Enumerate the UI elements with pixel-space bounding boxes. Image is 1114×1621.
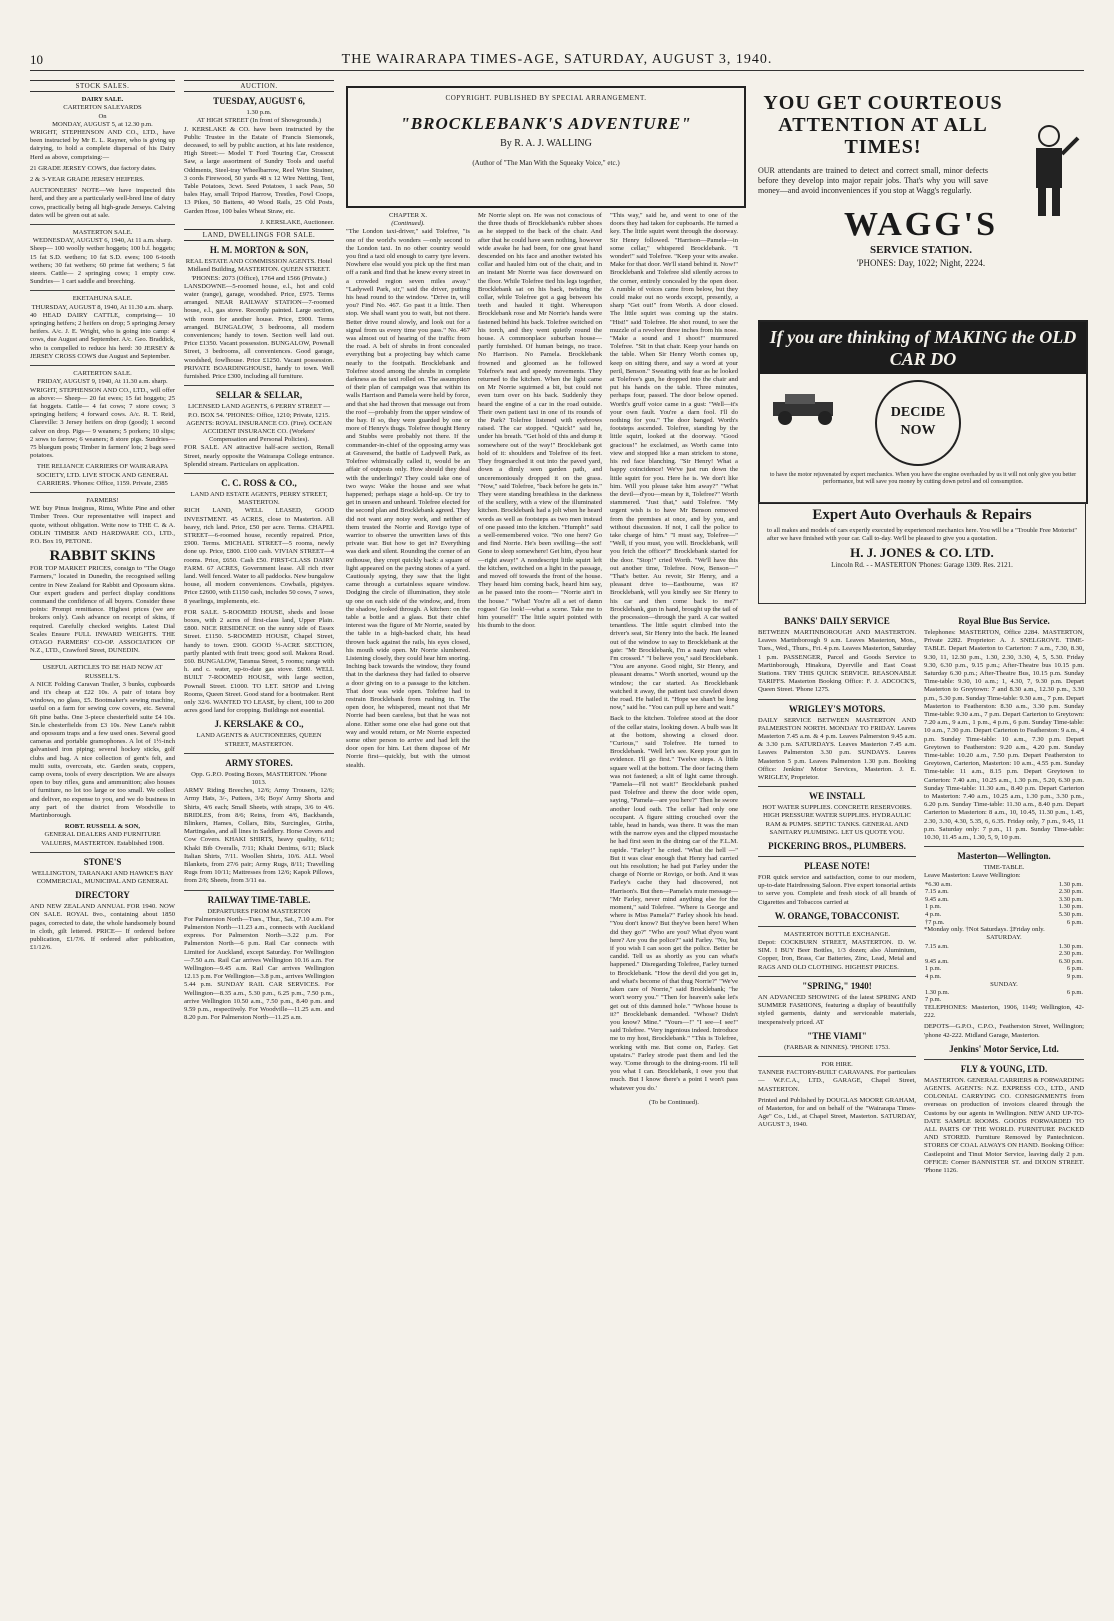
jenkins-signature: Jenkins' Motor Service, Ltd. [949, 1043, 1059, 1054]
dairy-sale-place: CARTERTON SALEYARDS [63, 104, 142, 112]
carterton-sale-date: FRIDAY, AUGUST 9, 1940, At 11.30 a.m. sharp. [37, 378, 168, 386]
install-heading: WE INSTALL [808, 791, 866, 802]
printer-imprint: Printed and Published by DOUGLAS MOORE GRAHAM, of Masterton, for and on behalf of the "Wairarapa Times-Age" Co., Ltd., at Chapel Street, Masterton. SATURDAY, AUGUST 3, 1940. [758, 1096, 916, 1129]
farmers-heading: FARMERS! [86, 496, 119, 504]
viami-subtitle: (FARBAR & NINNES). 'PHONE 1753. [784, 1043, 890, 1051]
timetable-row [924, 996, 1084, 1004]
auction-signature: J. KERSLAKE, Auctioneer. [260, 218, 334, 226]
chapter-heading: CHAPTER X. [388, 212, 428, 219]
carterton-sale-body: WRIGHT, STEPHENSON AND CO., LTD., will offer as above:— Sheep— 20 fat ewes; 15 fat hoggets; 25 fat hoggets. Cattle— 4 fat cows; 7 store cows; 3 springing heifers; 4 forward cows. A/c. R. T. Reid, Clareville: 3 Jersey heifers on drop (good); 1 second calver on drop. Pigs— 9 weaners; 5 porkers; 10 slips; 2 sows to farrow; 6 weaners; 8 store pigs. Sundries— 75 bluegum posts; Timber in farmers' lots; 2 bags seed potatoes. [30, 386, 175, 460]
jones-company: H. J. JONES & CO. LTD. [850, 545, 994, 561]
royal-blue-heading: Royal Blue Bus Service. [958, 616, 1050, 626]
timetable-row-cell: *6.30 a.m. [925, 880, 952, 888]
divider [184, 890, 334, 891]
morton-subtitle: REAL ESTATE AND COMMISSION AGENTS. Hotel Midland Building, MASTERTON. QUEEN STREET. 'PHONES: 2073 (Office), 1764 and 1566 (Private.) [185, 258, 333, 282]
timetable-row-cell: 4 p.m. [925, 911, 942, 919]
timetable-row-cell: 2.30 p.m. [1058, 888, 1083, 896]
depots: DEPOTS—G.P.O., C.P.O., Featherston Street, Wellington; 'phone 42-222. Midland Garage, Masterton. [924, 1023, 1084, 1039]
divider [758, 856, 916, 857]
divider [184, 753, 334, 754]
timetable-row-cell: 9.45 a.m. [925, 895, 949, 903]
ross-heading: C. C. ROSS & CO., [221, 477, 297, 488]
masterton-sale-date: WEDNESDAY, AUGUST 6, 1940, At 11 a.m. sharp. [32, 237, 173, 245]
sellar-body: FOR SALE. AN attractive half-acre section, Renall Street, nearly opposite the Wairarapa College entrance. Splendid stream. Particulars on application. [184, 444, 334, 468]
railway-heading: RAILWAY TIME-TABLE. [207, 894, 311, 905]
rabbit-skins-body: FOR TOP MARKET PRICES, consign to "The Otago Farmers," located in Dunedin, the recognised selling centre in New Zealand for Rabbit and Opossum skins. Our expert graders and perfect display conditions command the confidence of all buyers. Consider these points: Prompt remittance. Highest prices (we are brokers only). Cash advance on receipt of skins, if required. Carefully checked weights. Latest Dial Scales Ensure FULL INWARD WEIGHTS. THE OTAGO FARMERS' CO-OP. ASSOCIATION OF N.Z., LTD., Crawford Street, DUNEDIN. [30, 565, 175, 655]
timetable-row-cell: 9.45 a.m. [925, 957, 949, 965]
masthead [30, 50, 1084, 71]
army-stores-heading: ARMY STORES. [225, 757, 293, 768]
ross-body-2: FOR SALE. 5-ROOMED HOUSE, sheds and loose boxes, with 2 acres of first-class land, Upper Plain. £800. NICE RESIDENCE on the sunny side of Essex Street. £1150. 5-ROOMED HOUSE, Chapel Street, handy to town. £900. GOOD ½-ACRE SECTION, partly planted with fruit trees; good soil. Makora Road. £60. BUNGALOW, Taranua Street, 5 rooms; range with h. and c. water, up-to-date gas stove. £800. WELL BUILT 7-ROOMED HOUSE, with large section, Pownall Street. £1000. TO LET. SHOP and Living Rooms, Queen Street. Good stand for a bootmaker. Rent only 32/6. WANTED TO LEASE, by client, 100 to 200 acres good land for cropping. Buildings not essential. [184, 608, 334, 715]
wrigley-heading: WRIGLEY'S MOTORS. [788, 703, 886, 714]
timetable-row-cell: 7.15 a.m. [925, 942, 949, 950]
pickering-signature: PICKERING BROS., PLUMBERS. [768, 841, 906, 852]
story-text-2: Mr Norrie slept on. He was not conscious of the three thuds of Brocklebank's rubber shoes as he stepped to the back of the chair. And after that he could have seen nothing, however wide awake he had been, for one great hand descended on his face and another twisted his collar and hauled him out of the chair, and in an instant Mr Norrie was face downward on the floor. While Tolefree tied his legs together, Brocklebank sat on his back, twisting the collar, while Tolefree got a gag between his teeth and hauled it tight. Whereupon Brocklebank rose and Mr Norrie's hands were fastened behind his back. Tolefree switched on his torch, and they went quietly round the house. A commonplace suburban house—partly furnished. Of human beings, no trace. No Harrison. No Pamela. Brocklebank frowned and gloomed as he followed Tolefree's neat and speedy movements. They returned to the kitchen. When the light came on Mr Norrie squirmed a bit, but could not even turn over on his back. Suddenly they heard the engine of a car in the road outside. Their own patient taxi in one of its rounds of the Park? Tolefree listened with eyebrows raised. The car stopped. "Quick!" said he, under his breath. "Get hold of this and dump it somewhere out of the way!" Brocklebank got hold of it: shoulders and Tolefree of its feet. They frogmarched it out into the paved yard, down a dimly seen garden path, and unceremoniously dropped it on the grass. "Now," said Tolefree, "back before he gets in." They were standing breathless in the darkness of the scullery, with a view of the illuminated kitchen. Brocklebank had a jolt when he heard words as well as footsteps as two men instead of one passed into the kitchen. "Humph!" said a well-remembered voice. "No one here? Go and find Norrie. He's been swilling—the sot! Gone to sleep somewhere! Get him, d'you hear—right away!" A nondescript little squirt left the kitchen, switched on a light in the passage, and moved off towards the front of the house. They heard him coming back, heard him say, as he passed into the room— "Norrie ain't in the house." "What! You're all a set of damn rogues! Go look!—what a scene. Take me to him yourself!" The little squirt pointed with his thumb to the door. [478, 212, 602, 630]
russell-signature: ROBT. RUSSELL & SON, [64, 823, 141, 831]
army-stores-body: ARMY Riding Breeches, 12/6; Army Trousers, 12/6; Army Hats, 3/-, Puttees, 3/6; Boys' Army Shorts and Shirts, 4/6 each; Small Sheets, with straps, 3/6 to 4/6. BRIDLES, from 8/6; Reins, from 4/6, Backbands, Blinkers, Hames, Collars, Bits, Surcingles, Girths, Martingales, and all lines in Saddlery. Horse Covers and Cow Covers. KHAKI SHIRTS, heavy quality, 6/11; Khaki Bib Overalls, 7/11; Khaki Denims, 6/11; Black Italian Shirts, 7/11. Woollen Shirts, 10/6. ALL Wool Blankets, from 27/6 pair; Army Rugs, 8/11; Travelling Rugs from 10/11; Mattresses from 12/6; Kapok Pillows, from 2/6; Sheets, from 3/11 ea. [184, 787, 334, 885]
divider [758, 699, 916, 700]
auction-time: 1.30 p.m. [246, 109, 272, 117]
kerslake-signature: J. KERSLAKE & CO., [214, 719, 304, 730]
saturday-heading: SATURDAY. [986, 934, 1022, 942]
timetable-row-cell: 7 p.m. [925, 996, 942, 1004]
divider [184, 473, 334, 474]
please-note-heading: PLEASE NOTE! [804, 861, 870, 872]
serial-copyright: COPYRIGHT. PUBLISHED BY SPECIAL ARRANGEMENT. [445, 94, 647, 102]
timetable-row-cell: 1 p.m. [925, 965, 942, 973]
wagg-body: OUR attendants are trained to detect and correct small, minor defects before they develop into major repair jobs. That's why you will save money—and avoid inconveniences if you stop at Wagg's regularly. [758, 166, 988, 195]
masterton-sale-heading: MASTERTON SALE. [72, 229, 133, 237]
bottle-exchange-body: Depot: COCKBURN STREET, MASTERTON. D. W. SIM. I BUY Beer Bottles, 1/3 dozen; also Aluminium, Copper, Iron, Brass, Car Batteries, Zinc, Lead, Metal and RAGS AND OLD CLOTHING. HIGHEST PRICES. [758, 939, 916, 971]
reliance-carriers-ad: THE RELIANCE CARRIERS OF WAIRARAPA SOCIETY, LTD. LIVE STOCK AND GENERAL CARRIERS. 'Phones: Office, 1159. Private, 2385 [36, 463, 169, 487]
wagg-headline: YOU GET COURTEOUS ATTENTION AT ALL TIMES! [763, 92, 1003, 158]
divider [758, 976, 916, 977]
royal-blue-body: Telephones: MASTERTON, Office 2284. MASTERTON, Private 2282. Proprietor: A. J. SNELGROVE. TIME-TABLE. Depart Masterton to Carterton: 7 a.m., 7.30, 8.30, 9.30, 11, 12.30 p.m., 1.30, 2.30, 3.30, 4, 5, 5.30. Friday 9.30, 6.30 p.m., 9.15 p.m.; After-Theatre bus 10.15 p.m. Saturday 6.30 p.m.; After-Theatre Bus, 10.15 p.m. Sunday Time-table: 9.30, 10 a.m.; 1, 4.30, 7, 9.30 p.m. Depart Masterton to Greytown: 7 and 8.30 a.m., 12.30 p.m., 3.30 p.m., 5.30 p.m. Sunday Time-table: 9.30 a.m., 7 p.m. Depart Masterton to Featherston: 8.30 a.m., 3.30 p.m. Sunday Time-table: 9.30 a.m., 7 p.m. Depart Carterton to Greytown: 7.20 a.m., 9 a.m., 1 p.m., 4 p.m., 6 p.m. Sunday Time-table: 10 a.m., 7.30 p.m. Depart Carterton to Featherston: 9 a.m., 4 p.m. Sunday Time-table: 10 a.m., 7.30 p.m. Depart Greytown to Featherston: 9.20 a.m., 4.20 p.m. Sunday Time-table: 10.20 a.m., 7.50 p.m. Depart Featherston to Greytown, Carterton, Masterton: 10 a.m., 4.55 p.m. Sunday Time-table: 11 a.m., 8.15 p.m. Depart Greytown to Carterton: 7.40 a.m., 10.25 a.m., 1.30 p.m., 5.20, 6.30 p.m. Sunday Time-table: 11.30 a.m., 8.40 p.m. Depart Carterton to Masterton: 7.40 a.m., 10.25 a.m., 1.30 p.m., 3.30 p.m., 6.20 p.m. Sunday Time-table: 11.30 a.m., 8.40 p.m. Depart Carterton to Masterton: 8 a.m., 10, 10.45, 11.30 p.m., 1.45, 2.30, 3.30, 4.30, 5.35, 6, 6.35. Friday only, 7 p.m., 9.45, 11 p.m. Saturday only: 7 p.m., 11 p.m. Sunday Time-table: 10.30, 11.45 a.m., 1.30, 5, 9, 10 p.m. [924, 629, 1084, 842]
divider [184, 385, 334, 386]
ross-subtitle: LAND AND ESTATE AGENTS, PERRY STREET, MASTERTON. [190, 490, 328, 507]
story-text-3: "This way," said he, and went to one of the doors they had taken for cupboards. He turned a key. The little squirt went through the doorway. Sir Henry followed. "Harrison—Pamela—in some cellar," whispered Brocklebank. "I wonder!" said Tolefree. "Keep your wits awake. Make for that door. We'll stand behind it. Now!" Brocklebank and Tolefree slid silently across to the corner, entirely concealed by the open door. A rumble of voices came from below, but they could make out no words except, presently, a sharp "Get out!" from Worth. A door closed. The little squirt was coming up the stairs. "Hist!" said Tolefree. He shot round, to see the muzzle of a revolver three inches from his nose. "Make a sound and I shoot!" murmured Tolefree. "Sit in that chair. Keep your hands on the table. When Sir Henry Worth comes up, keep on sitting there, and say a word at your peril, Benson." Sweating with fear as he looked at Tolefree's gun, he dropped into the chair and put his hands on the table. Three minutes, perhaps four, passed. The door below opened. Worth's gruff voice came in a gust: "Well—it's your own fault. You're a darn fool. I'll do nothing for you." The door banged. Worth's footsteps ascended. Tolefree, standing by the little squirt, looked at the doorway. "Good gracious!" he exclaimed, as Worth came into view and stopped like a man stricken to stone, his red face blanching. "Sir Henry! What a happy coincidence! We've just run down the little squirt for you. Here he is. We don't like him. Will you please take him away?" "What the devil—d'you—mean by it, Tolefree?" Worth stammered. "Just that," said Tolefree. "My urgent wish is to have Mr Benson removed from the premises at once, and by you, and without discussion. If not, I call the police to take charge of him." "I must say, Tolefree—" "Well, if you must, you will. Brocklebank, will you fetch the officer?" Brocklebank started for the door. "Stop!" cried Worth. "We'll have this out another time, Tolefree. Now, Benson—" "That's better. Au revoir, Sir Henry, and a pleasant drive to—Eastbourne, was it? Brocklebank, will you kindly see Sir Henry to his car and then come back to me?" Brocklebank, gun in hand, brought up the tail of the procession—through the yard. A car waited tenantless. The little squirt climbed into the driver's seat, Sir Henry into the back. He leaned out of the window to say to Brocklebank at the gate: "Mr Brocklebank, I'm a nasty man when I'm crossed." "I believe you," said Brocklebank. "You are anyone. Good night, Sir Henry, and pleasant dreams." Worth snorted, wound up the window; the car started. As Brocklebank watched it away, the patient taxi crawled down the road. He hailed it. "Hope we shan't be long now," said he. "You can pull up here and wait." [610, 212, 738, 712]
saturday-table [924, 943, 1084, 981]
stock-sales-column [30, 78, 175, 1608]
masterton-wellington-notes: *Monday only. †Not Saturdays. ‡Friday only. [924, 926, 1045, 934]
hire-heading: FOR HIRE. [821, 1060, 853, 1068]
story-text-1: "The London taxi-driver," said Tolefree, "is one of the world's wonders —only second to the London taxi. In no other country would you find a taxi old enough to carry tyre levers. Nowhere else would you pick up the first man off a rank and find that he knew every street in a crowded region seven miles away." "Ladywell Park, sir," said the driver, putting his head round to the window. "Drive in, will you? Find No. 467. Go past it a little. Then stop. We shall want you to wait, but not there. Better drive round slowly, and look out for a signal from us every time you pass." No. 467 was almost out of hearing of the traffic from the road. A belt of shrubs in front concealed everything but a projecting bay which came nearly to the footpath. Brocklebank and Tolefree stood among the shrubs in complete darkness as the taxi rolled on. The assumption of their plan of campaign was that within its walls Harrison and Pamela were held by force, and that she had thrown that message out from the roof —probably from the upper window of the bay. If so, they were guarded by one or more of Henry's thugs. Tolefree thought Henry and Stubbs were probably not there. If the commander-in-chief of the opposing army was at Gravesend, the battle of Ladywell Park, as Tolefree whimsically called it, would be an affair of outposts only. How should they deal with the underlings? They could take one of two ways: Wake the house and see what happened; perhaps stage a hold-up. Or try to get in unseen and unheard. Tolefree elected for the second plan and Brocklebank agreed. They did not want any noisy work, and neither of them trusted the Norrie and Rovigo type of warrior to observe the unwritten laws of this private war. But how to get in? Everything was dark and silent. Rounding the corner of an outhouse, they crept quickly back: a square of light appeared on the paving stones of a yard. Cautiously spying, they saw that the light came through a curtainless square window. Dodging the circle of illumination, they stole up one on each side of the window, and, from the shadow, looked through. A kitchen: on the table a bottle and a glass. But their chief interest was the figure of Mr Norrie, seated by the table in a high-backed chair, his head thrown back against the rails, his eyes closed, his mouth wide open. Mr Norrie slumbered. Listening closely, they could hear him snoring. Inching back towards the window, they found that in the darkness they had failed to observe a door giving on to a passage to the kitchen. That door was wide open. Tolefree had to restrain Brocklebank from rushing in. The open door, he whispered, meant not that Mr Norrie had been careless, but that he was not alone. Either some one else had gone out that way and would return, or Mr Norrie expected some other person to arrive and had left the door open for him. Let them dispose of Mr Norrie first—quickly, but with the utmost stealth. [346, 228, 470, 769]
timetable-row [924, 888, 1084, 896]
stones-subtitle: WELLINGTON, TARANAKI AND HAWKE'S BAY COMMERCIAL, MUNICIPAL AND GENERAL [31, 869, 174, 886]
timetable-row [924, 919, 1084, 927]
old-car-icon [765, 392, 855, 426]
morton-heading: H. M. MORTON & SON, [209, 245, 309, 256]
timetable-row-cell: 6.30 p.m. [1058, 957, 1083, 965]
timetable-row [924, 989, 1084, 997]
divider [30, 659, 175, 660]
divider [30, 365, 175, 366]
masterton-wellington-columns: Leave Masterton: Leave Wellington: [924, 872, 1021, 880]
divider [758, 1056, 916, 1057]
morton-body: LANSDOWNE—5-roomed house, e.l., hot and cold water (range), garage, woodshed. Price, £975. Terms arranged. NEAR RAILWAY STATION—7-roomed house, e.l., gas stove. Recently painted. Large section, with room for another house. Price, £900. Terms arranged. BUNGALOW, 3 bedrooms, all modern conveniences; handy to town. Section well laid out. Price £1350. Vacant possession. BUNGALOW, Pownall Street, 3 bedrooms, all conveniences. Good garage, woodshed, fowlhouse. Price £1250. Vacant possession. PRIVATE BOARDINGHOUSE, handy to town. Well furnished. Price £300, including all furniture. [184, 282, 334, 381]
timetable-row-cell: 1 p.m. [925, 903, 942, 911]
kerslake-subtitle: LAND AGENTS & AUCTIONEERS, QUEEN STREET, MASTERTON. [196, 732, 322, 748]
dairy-sale-body: WRIGHT, STEPHENSON AND CO., LTD., have been instructed by Mr E. L. Rayner, who is giving up dairying, to hold a complete dispersal of his Dairy Herd as above, comprising:— [30, 129, 175, 161]
wagg-subtitle: SERVICE STATION. [870, 244, 972, 256]
page-number: 10 [30, 52, 43, 67]
dairy-lot-1: 21 GRADE JERSEY COWS, due factory dates. [30, 164, 157, 172]
sunday-heading: SUNDAY. [990, 980, 1018, 988]
section-auction: AUCTION. [184, 80, 334, 92]
timetable-row-cell: 1.30 p.m. [1058, 880, 1083, 888]
railway-body: For Palmerston North—Tues., Thur., Sat., 7.10 a.m. For Palmerston North—11.23 a.m., connects with Auckland express. For Palmerston North—3.22 p.m. For Palmerston North—6 p.m. Rail Car connects with Limited for Auckland, except Saturday. For Wellington—7.50 a.m. Rail Car arrives Wellington 10.16 a.m. For Wellington—9.45 a.m. Rail Car arrives Wellington 12.13 p.m. For Wellington—3.8 p.m., arrives Wellington 5.44 p.m. SUNDAY RAIL CAR SERVICES. For Wellington—8.35 a.m., 5.30 p.m., 6.25 p.m., 7.50 p.m., arrive Wellington 10.50 a.m., 7.50 p.m., 8.40 p.m. and 9.59 p.m., respectively. For Woodville—11.25 a.m. and 8.20 p.m. For Palmerston North—11.25 a.m. [184, 915, 334, 1022]
bottle-exchange-heading: MASTERTON BOTTLE EXCHANGE. [783, 930, 891, 938]
sellar-heading: SELLAR & SELLAR, [215, 390, 303, 401]
railway-subtitle: DEPARTURES FROM MASTERTON [207, 907, 311, 915]
to-be-continued: (To be Continued). [649, 1098, 699, 1106]
auction-column [184, 78, 334, 1608]
jones-expert-heading: Expert Auto Overhauls & Repairs [812, 507, 1032, 523]
fly-young-body: MASTERTON. GENERAL CARRIERS & FORWARDING AGENTS. AGENTS: N.Z. EXPRESS CO., LTD., AND COLONIAL CARRYING CO. CONSIGNMENTS from overseas on production of invoices cleared through the Customs by our agents in Wellington. NEW AND UP-TO-DATE SAMPLE ROOMS. GOODS FORWARDED TO ALL PARTS OF THE WORLD. FURNITURE PACKED AND STORED. Furniture Removed by Pantechnicon. STORES OF COAL ALWAYS ON HAND. Booking Office: Castlepoint and Tinui Motor Service, leaving daily 2 p.m. OFFICE: Corner BANNISTER ST. and DIXON STREET. 'Phone 1126. [924, 1076, 1084, 1175]
eketahuna-sale-heading: EKETAHUNA SALE. [72, 295, 133, 303]
install-body: HOT WATER SUPPLIES. CONCRETE RESERVOIRS. HIGH PRESSURE WATER SUPPLIES. HYDRAULIC RAM & PUMPS. SEPTIC TANKS. GENERAL AND SANITARY PLUMBING. LET US QUOTE YOU. [762, 804, 912, 836]
wagg-service-ad [758, 92, 1084, 312]
jones-repairs-text: to all makes and models of cars expertly executed by experienced mechanics here. You will be a "Trouble Free Motorist" after we have finished with your car. Call to-day. We'll be pleased to give you a quotation. [767, 527, 1077, 542]
timetable-row-cell [924, 950, 1003, 958]
spring-body: AN ADVANCED SHOWING of the latest SPRING AND SUMMER FASHIONS, featuring a display of beautifully styled garments, dainty and serviceable materials, inexpensively priced. AT [758, 993, 916, 1026]
farmers-body: WE buy Pinus Insignus, Rimu, White Pine and other Timber Trees. Our representative will inspect and quote, without obligation. Write now to THE C. & A. ODLIN TIMBER AND HARDWARE CO., LTD., P.O. Box 19, PETONE. [30, 505, 175, 545]
timetable-row-cell: 3.30 p.m. [1058, 895, 1083, 903]
timetable-row-cell: 9 p.m. [1066, 973, 1083, 981]
story-column-3 [610, 212, 738, 1612]
story-column-1 [346, 212, 470, 1612]
divider [758, 926, 916, 927]
timetable-row-cell: 7.15 a.m. [925, 888, 949, 896]
orange-signature: W. ORANGE, TOBACCONIST. [774, 910, 900, 921]
timetable-row-cell [1018, 996, 1084, 1004]
timetable-row-cell: 5.30 p.m. [1058, 911, 1083, 919]
viami-name: "THE VIAMI" [807, 1030, 867, 1041]
wrigley-body: DAILY SERVICE BETWEEN MASTERTON AND PALMERSTON NORTH. MONDAY TO FRIDAY. Leaves Masterton 7.45 a.m. & 4 p.m. Leaves Palmerston 9.45 a.m. & 3.30 p.m. SATURDAYS. Leaves Masterton 7.45 a.m. Leaves Palmerston 3.30 p.m. SUNDAYS. Leaves Masterton 5 p.m. Leaves Palmerston 1.30 p.m. Booking Office: Jenkins' Motor Services, Masterton. J. E. WRIGLEY, Proprietor. [758, 716, 916, 782]
timetable-row [924, 973, 1084, 981]
timetable-row-cell: 1.30 p.m. [1058, 903, 1083, 911]
timetable-row-cell: 1.30 p.m. [925, 988, 950, 996]
jones-repairs-ad [758, 502, 1086, 604]
timetable-row-cell: †7 p.m. [925, 918, 945, 926]
sunday-table [924, 989, 1084, 1004]
ross-body: RICH LAND, WELL LEASED, GOOD INVESTMENT. 45 ACRES, close to Masterton. All heavy, rich land. Price, £50 per acre. Terms. CHAPEL STREET—6-roomed house, recently repaired. Price, £900. Terms. MICHAEL STREET—5 rooms, newly done up. Price, £800. £100 cash. VIVIAN STREET—4 rooms. Price, £650. Cash £50. FIRST-CLASS DAIRY FARM. 67 ACRES, Government lease. All rich river land. Well fenced. Water to all paddocks. New bungalow house, all modern conveniences. Cowbails, pigstyes. Price £2600, with £1150 cash, includes 50 cows, 7 sows, 8 yearlings, implements, etc. [184, 507, 334, 605]
stones-heading: STONE'S [83, 856, 122, 867]
serial-title: "BROCKLEBANK'S ADVENTURE" [400, 114, 692, 133]
section-stock-sales: STOCK SALES. [30, 80, 175, 92]
continued-label: (Continued). [391, 220, 425, 228]
timetable-row [924, 965, 1084, 973]
timetable-row [924, 903, 1084, 911]
eketahuna-sale-date: THURSDAY, AUGUST 8, 1940, At 11.30 a.m. sharp. [31, 303, 174, 311]
serial-note: (Author of "The Man With the Squeaky Voice," etc.) [472, 159, 620, 167]
army-stores-subtitle: Opp. G.P.O. Posting Boxes, MASTERTON. 'Phone 1013. [191, 770, 327, 787]
timetable-row-cell: 1.30 p.m. [1058, 942, 1083, 950]
banks-heading: BANKS' DAILY SERVICE [784, 616, 890, 626]
jones-banner: If you are thinking of MAKING the OLD CAR DO [760, 322, 1086, 374]
timetable-row-cell: 6 p.m. [1066, 988, 1083, 996]
auction-date: TUESDAY, AUGUST 6, [213, 96, 305, 107]
divider [758, 786, 916, 787]
dairy-sale-heading: DAIRY SALE. [81, 96, 124, 104]
timetable-row-cell: 6 p.m. [1066, 965, 1083, 973]
carterton-sale-heading: CARTERTON SALE. [73, 370, 132, 378]
fly-young-heading: FLY & YOUNG, LTD. [960, 1063, 1048, 1074]
dairy-lot-2: 2 & 3-YEAR GRADE JERSEY HEIFERS. [30, 176, 145, 184]
story-text-4: Back to the kitchen. Tolefree stood at the door of the cellar stairs, looking down. A bulb was lit at the bottom, showing a closed door. "Curious," said Tolefree. He turned to Brocklebank. "Well let's see. Keep your gun in evidence. I'll go first." Twelve steps. A little square well at the bottom. The door facing them was not fastened; a slit of light came through. "Pamela—I'll not wait!" Brocklebank pushed past Tolefree and threw the door wide open, saying, "Pamela—are you here?" Then he swore another loud oath. The cellar had only one occupant. A figure sitting crouched over the table, head in hands, was there. It was the man with the narrow eyes and the clipped moustache he had first seen in the dining car of the F.L.M. rapide. "Farley!" he cried. "What the hell —" But it was clear enough that Henry had carried out his resolution; he had put Farley under the charge of Norrie or Rovigo, or both. And it was Farley's cache they had discovered, not Harrison's. But then—Pamela's mute message— "Mr Farley, never mind anything else for the moment," said Tolefree. "Where is George and where is Miss Pamela?" Farley shook his head. "You don't know? But they've been here! When did they go?" "Who are you? What d'you want here? Are you the police?" said Farley. "No, but if you wish I can soon get the police. Better be candid. Tell us as shortly as you can what's happened." Disregarding Tolefree, Farley turned to Brocklebank. "How the devil did you get in, and what's become of that thug Norrie?" "We've taken care of Norrie," said Brocklebank; "he won't worry you." "Then for heaven's sake let's get out of this damned hole." "Whose house is it?" Brocklebank demanded. "Whose? Didn't you know? Mine." "Yours—!" "I see—I see!" said Tolefree. "Very ingenious indeed. Introduce me to my host, Brocklebank." "This is Tolefree, working with me. But come on, Farley. Get upstairs." Farley strode past them and led the way. 'Come through to the dining-room. I'll tell you what I can. Brocklebank, I owe you that much. But I know there's a point I won't pass whatever you do.' [610, 715, 738, 1092]
newspaper-title: THE WAIRARAPA TIMES-AGE, SATURDAY, AUGUST 3, 1940. [341, 52, 773, 67]
serial-title-box [346, 86, 746, 208]
directory-heading: DIRECTORY [75, 890, 130, 901]
serial-author: By R. A. J. WALLING [500, 138, 592, 149]
russell-subtitle: GENERAL DEALERS AND FURNITURE VALUERS, MASTERTON. Established 1908. [41, 831, 164, 847]
jones-overhaul-ad [758, 320, 1088, 504]
wagg-phones: 'PHONES: Day, 1022; Night, 2224. [856, 258, 986, 268]
jones-body: to have the motor rejuvenated by expert mechanics. When you have the engine overhauled by us it will not only give you better performance, but will save you money by cutting down petrol and oil consumption. [769, 472, 1077, 485]
masterton-wellington-heading: Masterton—Wellington. [957, 851, 1051, 862]
masterton-sale-list: Sheep— 100 woolly wether hoggets; 100 b.f. hoggets; 15 fat S.D. wethers; 10 fat S.D. ewes; 100 6-tooth wethers; 30 fat wethers; 60 prime fat wethers; 5 fat steers. Cattle— 2 springing cows; 1 empty cow. Sundries— 1 cart saddle and breeching. [30, 245, 175, 286]
hire-body: TANNER FACTORY-BUILT CARAVANS. For particulars— W.F.C.A., LTD., GARAGE, Chapel Street, MASTERTON. [758, 1069, 916, 1093]
divider [924, 1059, 1084, 1060]
timetable-row-cell: 6 p.m. [1066, 918, 1083, 926]
auction-place: AT HIGH STREET (In front of Showgrounds.) [196, 117, 322, 125]
jones-address: Lincoln Rd. - - MASTERTON 'Phones: Garage 1309. Res. 2121. [831, 561, 1013, 570]
auctioneers-note: AUCTIONEERS' NOTE—We have inspected this herd, and they are a particularly well-bred line of dairy cows, practically being all high-grade Jerseys. Calving dates will be given out at sale. [30, 187, 175, 219]
decide-now-badge: DECIDE NOW [875, 380, 961, 466]
timetable-row-cell: 2.30 p.m. [1058, 950, 1083, 958]
services-column [758, 612, 916, 1608]
russell-heading: USEFUL ARTICLES TO BE HAD NOW AT RUSSELL'S. [42, 664, 163, 680]
eketahuna-sale-body: 40 HEAD DAIRY CATTLE, comprising— 10 springing heifers; 2 heifers on drop; 5 springing Jersey heifers. A/c. J. E. Wright, who is going into camp: 4 cows, due August and September. A/c. Geo. Braddick, who is compelled to reduce his herd: 30 JERSEY & JERSEY CROSS COWS due August and September. [30, 311, 175, 360]
divider [30, 852, 175, 853]
masterton-wellington-subtitle: TIME-TABLE. [983, 864, 1025, 872]
wagg-name: WAGG'S [843, 206, 999, 243]
divider [30, 290, 175, 291]
directory-body: AND NEW ZEALAND ANNUAL FOR 1940. NOW ON SALE. ROYAL 8vo., containing about 1850 pages, corrected to date, the whole handsomely bound in cloth, gilt lettered. PRICE— If ordered before publication, £1/7/6. If ordered after publication, £1/12/6. [30, 903, 175, 952]
timetable-row [924, 881, 1084, 889]
timetable-row [924, 911, 1084, 919]
transport-column [924, 612, 1084, 1608]
section-land-dwellings: LAND, DWELLINGS FOR SALE. [184, 229, 334, 241]
timetable-row [924, 958, 1084, 966]
timetable-row-cell: 4 p.m. [925, 973, 942, 981]
timetable-row [924, 943, 1084, 951]
timetable-row [924, 950, 1084, 958]
telephones: TELEPHONES: Masterton, 1906, 1149; Wellington, 42-222. [924, 1004, 1084, 1020]
divider [30, 224, 175, 225]
masterton-wellington-table [924, 881, 1084, 927]
spring-heading: "SPRING," 1940! [802, 980, 872, 991]
dairy-sale-on: On [98, 112, 107, 120]
divider [30, 492, 175, 493]
timetable-row [924, 896, 1084, 904]
banks-body: BETWEEN MARTINBOROUGH AND MASTERTON. Leaves Martinborough 9 a.m. Leaves Masterton, Mon., Tues., Wed., Thurs., Fri. 4 p.m. Leaves Masterton, Saturday 1 p.m. PASSENGER, Parcel and Goods Service to Martinborough, Hinakura, Dyerville and East Coast Stations. TRY THIS QUICK SERVICE. REASONABLE TARIFFS. Masterton Booking Office: F. J. ADCOCK'S, Queen Street. 'Phone 1275. [758, 629, 916, 694]
story-column-2 [478, 212, 602, 1612]
russell-body: A NICE Folding Caravan Trailer, 3 bunks, cupboards and it's cheap at £22 10s. A pair of totara boy windows, no glass, £5. Bootmaker's sewing machine, useful on a farm for sewing cow covers, etc. Several 6ft pine baths. One 3-piece chesterfield suite £4 10s. Sin.le chesterfields from £3 10s. New Lane's rabbit and opossum traps and a few used ones. Several good cameras and portable gramophones. A lot of 1½-inch galvanised iron piping; several hockey sticks, golf clubs and bag. A nice collection of gent's felt, and multi suits, overcoats, etc. Garden seats, coppers, camp ovens, tools of every description. We are always open to buy rifles, guns and ammunition; also houses of furniture, no lot too large or too small. We collect and deliver, no expense to you, and we do business in any part of the district from Woodville to Martinborough. [30, 680, 175, 820]
rabbit-skins-heading: RABBIT SKINS [49, 548, 156, 565]
please-note-body: FOR quick service and satisfaction, come to our modern, up-to-date Hairdressing Saloon. Five expert tonsorial artists to serve you. Complete and fresh stock of all brands of Cigarettes and Tobaccos carried at [758, 874, 916, 906]
dairy-sale-date: MONDAY, AUGUST 5, at 12.30 p.m. [52, 120, 153, 128]
auction-body: J. KERSLAKE & CO. have been instructed by the Public Trustee in the Estate of Francis Siemonek, deceased, to sell by public auction, at his late residence, High Street:— Model T Ford Touring Car, Crosscut Saw, a large assortment of Sundry Tools and useful Oddments, Steel-tray Wheelbarrow, Reel Wire Strainer, 3 cords Firewood, 50 yards 48 x 12 Wire Netting, Tent, Table Potatoes, 3cwt. Seed Potatoes, 1 sack Peas, 50 bales Hay, small Tripod Harrow, Trestles, Fowl Coops, 13 Pikes, 50 Battens, 40 Wood Rails, 25 Old Posts, Garden Hose, 100 bales Wheat Straw, etc. [184, 125, 334, 215]
attendant-icon [1014, 120, 1084, 220]
divider [924, 846, 1084, 847]
sellar-subtitle: LICENSED LAND AGENTS, 6 PERRY STREET — P.O. BOX 54. 'PHONES: Office, 1210; Private, 1215. AGENTS: ROYAL INSURANCE CO. (Fire). OCEAN ACCIDENT INSURANCE CO. (Workers' Compensation and Personal Policies). [186, 403, 332, 444]
